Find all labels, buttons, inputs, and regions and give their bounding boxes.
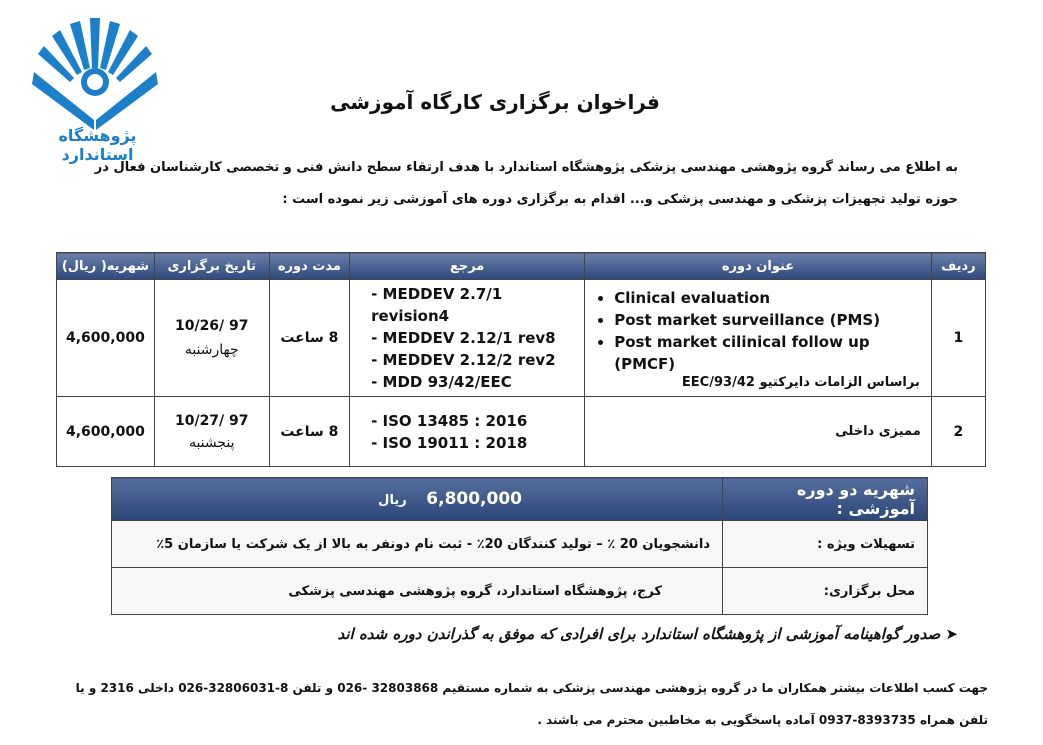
page-title: فراخوان برگزاری کارگاه آموزشی (330, 90, 660, 114)
date-cell (154, 397, 269, 467)
reference-item: - MDD 93/42/EEC (371, 371, 583, 393)
intro-line: به اطلاع می رساند گروه پژوهشی مهندسی پزشکی پژوهشگاه استاندارد با هدف ارتقاء سطح دانش فنی و تخصصی کارشناسان فعال در (94, 160, 958, 175)
place-value: کرج، پژوهشگاه استاندارد، گروه پژوهشی مهندسی پزشکی (112, 568, 723, 615)
certificate-text: صدور گواهینامه آموزشی از پژوهشگاه استاندارد برای افرادی که موفق به گذراندن دوره شده اند (337, 625, 941, 643)
fee-total-unit: ریال (378, 493, 407, 508)
duration-cell: 8 ساعت (269, 280, 349, 397)
header-date: تاریخ برگزاری (154, 253, 269, 280)
schedule-table (56, 252, 986, 467)
reference-cell (350, 280, 585, 397)
intro-line: حوزه تولید تجهیزات پزشکی و مهندسی پزشکی و... اقدام به برگزاری دوره های آموزشی زیر نموده است : (282, 192, 958, 207)
day-name: پنجشنبه (188, 434, 235, 451)
course-item: • Post market surveillance (PMS) (614, 309, 930, 331)
header-course-title: عنوان دوره (585, 253, 932, 280)
contact-line: تلفن همراه 8393735-0937 آماده پاسخگویی به مخاطبین محترم می باشند . (537, 713, 988, 727)
day-name: چهارشنبه (184, 342, 239, 358)
header-duration: مدت دوره (269, 253, 349, 280)
fee-total-value: 6,800,000 (426, 489, 522, 509)
reference-item: - MEDDEV 2.12/2 rev2 (371, 349, 583, 371)
header-row-number: ردیف (931, 253, 985, 280)
contact-footer (38, 672, 988, 736)
date-cell (154, 280, 269, 397)
table-row (57, 397, 986, 467)
place-label: محل برگزاری: (723, 568, 928, 615)
summary-table (111, 477, 928, 615)
summary-discount-row (112, 521, 928, 568)
institute-name: پژوهشگاه استاندارد (58, 126, 137, 164)
fee-cell: 4,600,000 (57, 280, 155, 397)
date-value: 97 /10/27 (174, 412, 249, 429)
course-item: • Post market cilinical follow up (PMCF) (614, 331, 930, 375)
summary-fee-row (112, 478, 928, 521)
fee-total (112, 478, 723, 521)
table-row (57, 280, 986, 397)
course-cell: ممیزی داخلی (585, 397, 932, 467)
certificate-note (58, 625, 958, 643)
reference-item: - ISO 19011 : 2018 (371, 432, 583, 454)
reference-item: - MEDDEV 2.7/1 revision4 (371, 283, 583, 327)
fee-label: شهریه دو دوره آموزشی : (723, 478, 928, 521)
duration-cell: 8 ساعت (269, 397, 349, 467)
header-reference: مرجع (350, 253, 585, 280)
header-fee: شهریه( ریال) (57, 253, 155, 280)
discount-label: تسهیلات ویژه : (723, 521, 928, 568)
intro-paragraph (38, 152, 958, 216)
course-cell (585, 280, 932, 397)
discount-value: دانشجویان 20 ٪ – تولید کنندگان 20٪ - ثبت نام دونفر به بالا از یک شرکت یا سازمان 5٪ (112, 521, 723, 568)
contact-line: جهت کسب اطلاعات بیشتر همکاران ما در گروه پژوهشی مهندسی پزشکی به شماره مستقیم 32803868 -026 و تلفن 8-32806031-026 داخلی 2316 و یا (75, 681, 988, 695)
date-value: 97 /10/26 (174, 318, 249, 334)
course-note: براساس الزامات دایرکتیو 93/42/EEC (681, 374, 920, 390)
fee-cell: 4,600,000 (57, 397, 155, 467)
reference-item: - MEDDEV 2.12/1 rev8 (371, 327, 583, 349)
institute-logo-icon (30, 8, 160, 138)
schedule-header-row (57, 253, 986, 280)
reference-item: - ISO 13485 : 2016 (371, 410, 583, 432)
reference-cell (350, 397, 585, 467)
arrow-icon: ➤ (945, 625, 958, 643)
row-number: 1 (931, 280, 985, 397)
summary-place-row (112, 568, 928, 615)
course-item: • Clinical evaluation (614, 287, 930, 309)
row-number: 2 (931, 397, 985, 467)
